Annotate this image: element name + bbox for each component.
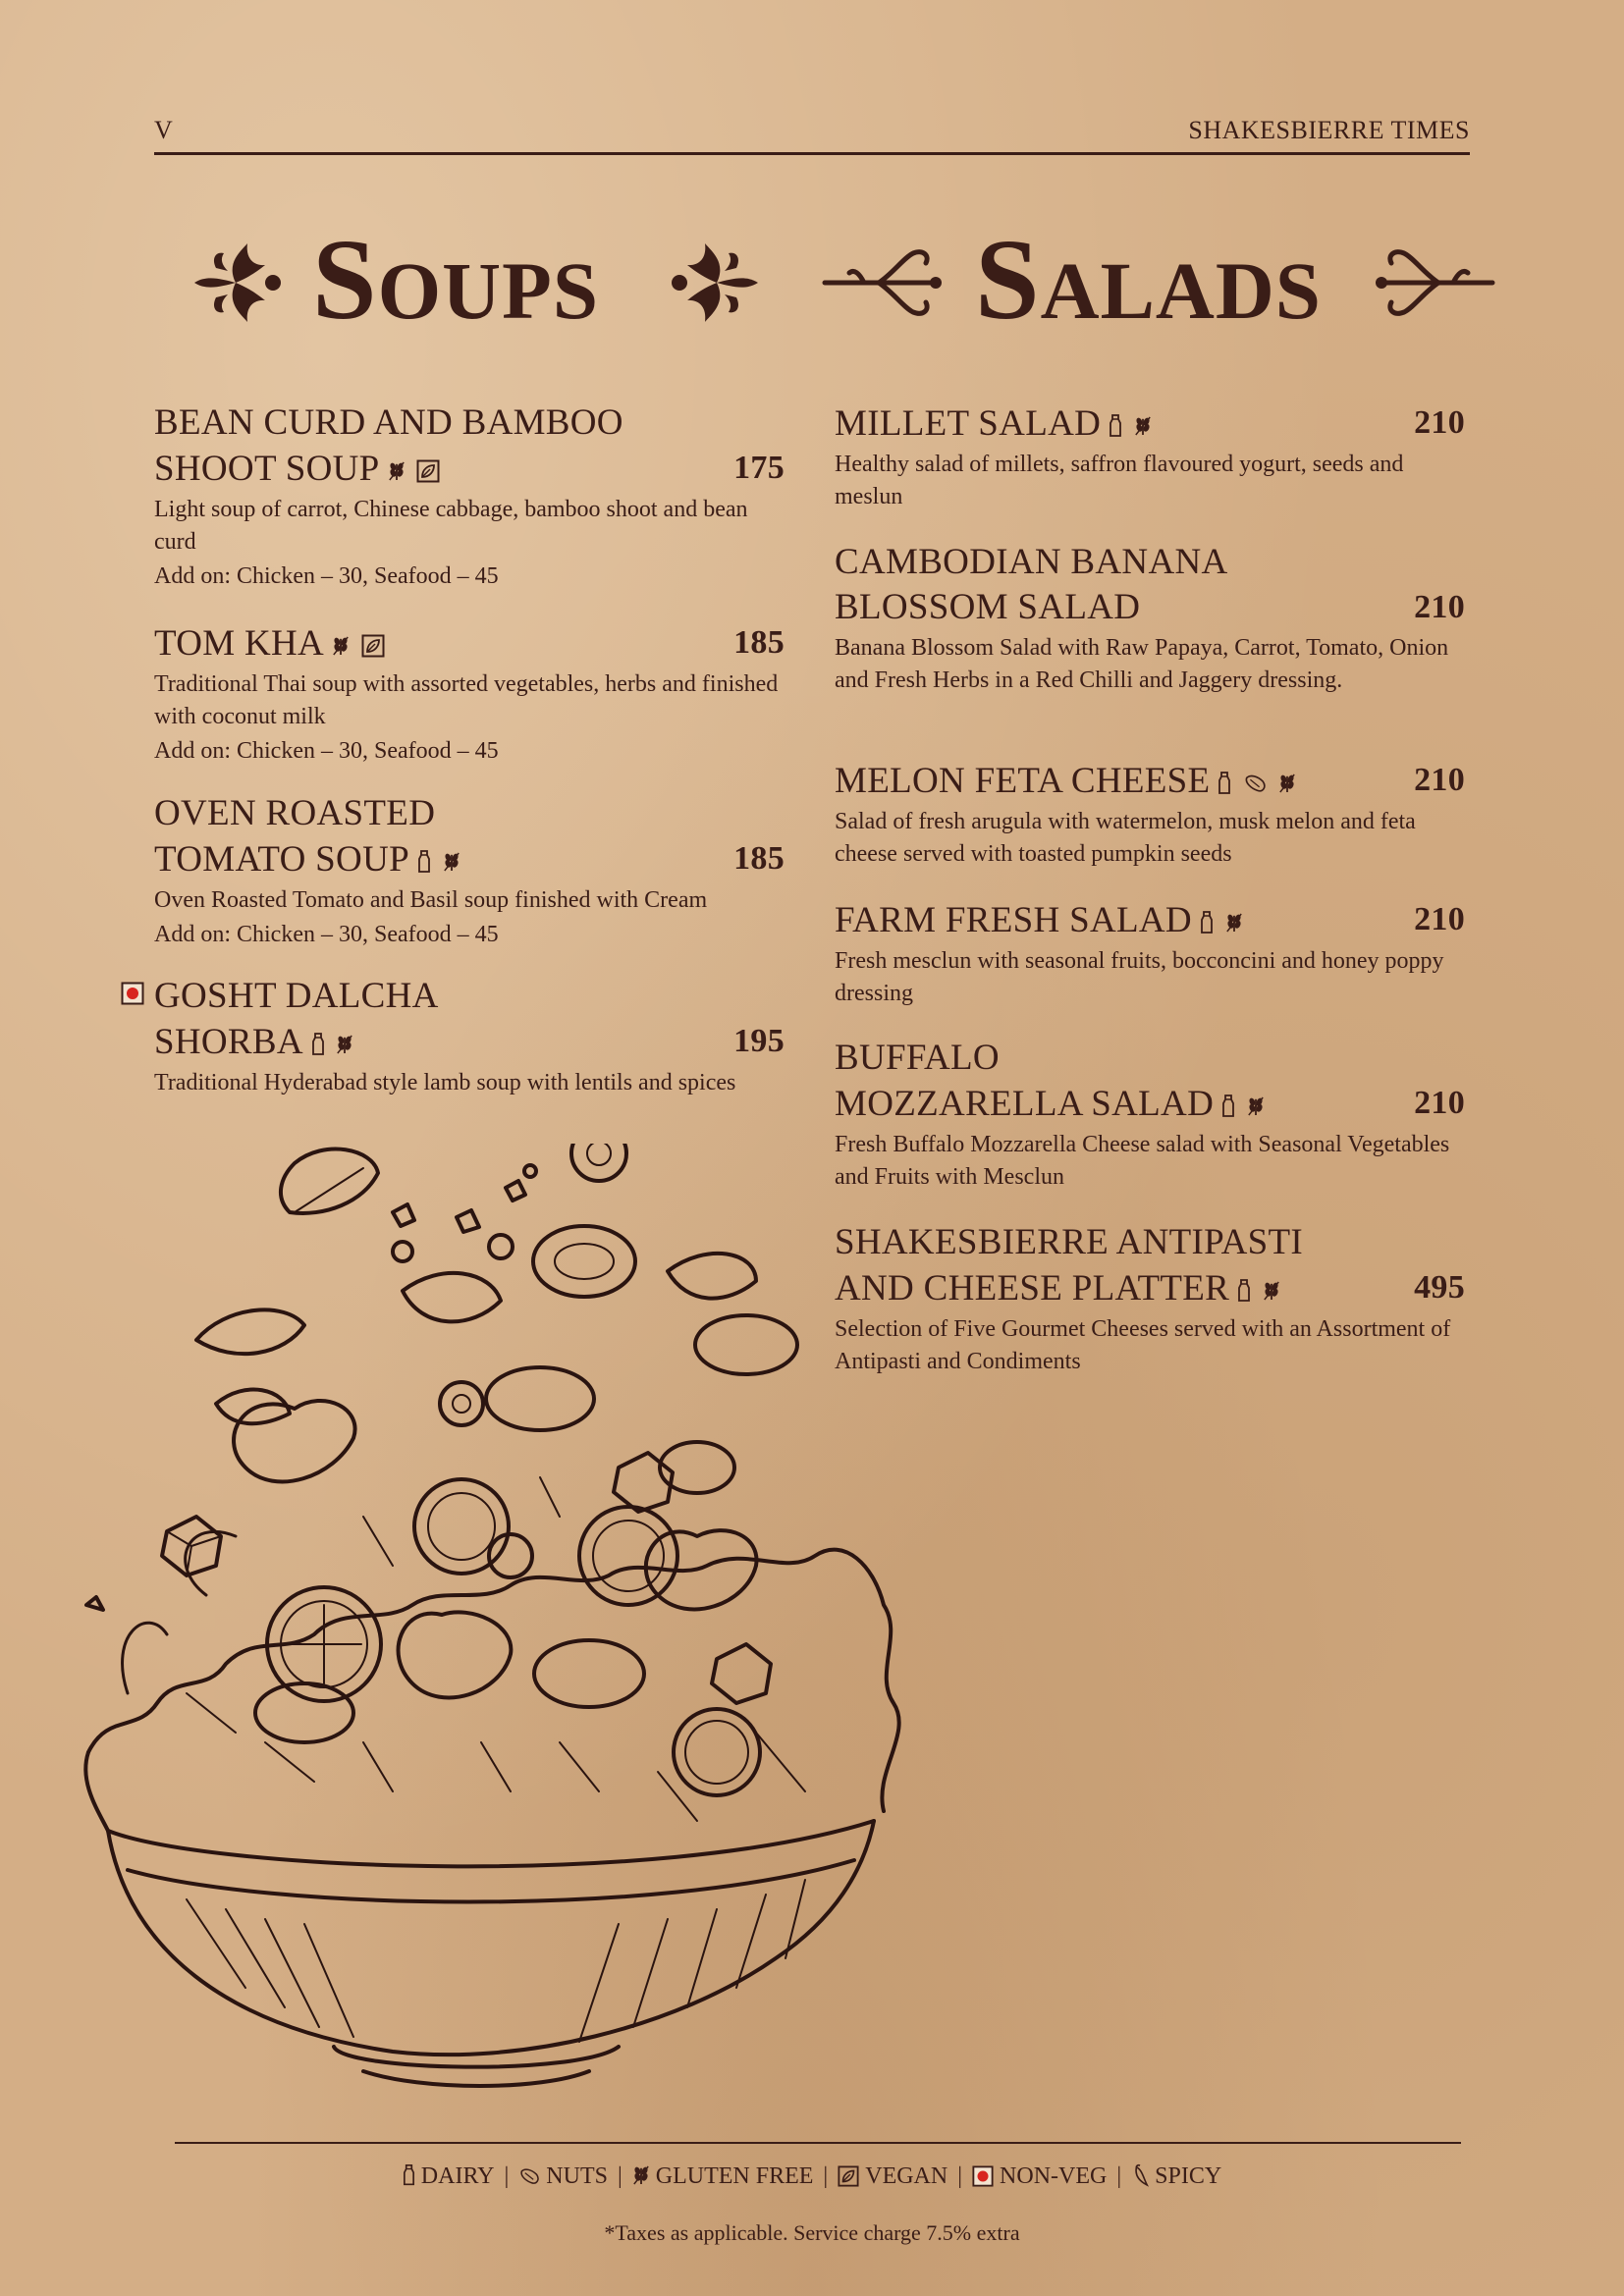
vegan-icon	[361, 634, 385, 658]
dietary-legend	[0, 2163, 1624, 2190]
fleur-ornament-icon	[187, 234, 285, 332]
legend-separator: |	[823, 2163, 829, 2189]
item-description: Salad of fresh arugula with watermelon, musk melon and feta cheese served with toasted pumpkin seeds	[835, 809, 1416, 867]
scroll-ornament-icon	[1375, 234, 1497, 332]
item-description: Traditional Hyderabad style lamb soup with lentils and spices	[154, 1070, 736, 1095]
dairy-icon	[311, 1033, 325, 1056]
gluten-free-icon	[443, 850, 460, 874]
salads-title: Salads	[975, 215, 1322, 344]
fleur-ornament-icon	[668, 234, 766, 332]
tax-note: *Taxes as applicable. Service charge 7.5% extra	[604, 2220, 1020, 2245]
legend-label: VEGAN	[865, 2163, 948, 2189]
gluten-free-icon	[632, 2163, 650, 2187]
dairy-icon	[403, 2163, 415, 2187]
gluten-free-icon	[1263, 1279, 1280, 1303]
header-rule	[154, 152, 1470, 155]
item-name-line: TOM KHA	[154, 623, 325, 664]
item-addon: Add on: Chicken – 30, Seafood – 45	[154, 563, 499, 589]
legend-label: DAIRY	[420, 2163, 495, 2189]
item-price: 495	[1414, 1269, 1465, 1306]
gluten-free-icon	[1247, 1095, 1265, 1118]
item-description: Light soup of carrot, Chinese cabbage, bamboo shoot and bean curd	[154, 497, 748, 555]
item-price: 185	[733, 840, 785, 877]
legend-label: SPICY	[1155, 2163, 1222, 2189]
dairy-icon	[1218, 772, 1231, 795]
item-name-line: MOZZARELLA SALAD	[835, 1084, 1215, 1124]
menu-item-millet-salad	[835, 400, 1465, 513]
item-name-line: MELON FETA CHEESE	[835, 761, 1211, 801]
dairy-icon	[1200, 911, 1214, 934]
item-price: 210	[1414, 762, 1465, 798]
item-name-line: BEAN CURD AND BAMBOO	[154, 402, 623, 443]
menu-item-bean-curd-soup	[154, 400, 785, 593]
item-description: Oven Roasted Tomato and Basil soup finished with Cream	[154, 887, 708, 913]
dairy-icon	[1237, 1279, 1251, 1303]
non-veg-icon	[972, 2165, 994, 2187]
dairy-icon	[417, 850, 431, 874]
legend-separator: |	[1116, 2163, 1122, 2189]
item-name-line: SHAKESBIERRE ANTIPASTI	[835, 1222, 1304, 1262]
item-price: 195	[733, 1023, 785, 1059]
item-name-line: BUFFALO	[835, 1038, 1000, 1078]
menu-item-tom-kha	[154, 620, 785, 768]
legend-label: NON-VEG	[1000, 2163, 1108, 2189]
item-description: Selection of Five Gourmet Cheeses served with an Assortment of Antipasti and Condiments	[835, 1316, 1451, 1374]
item-price: 210	[1414, 589, 1465, 625]
item-name-line: SHORBA	[154, 1022, 303, 1062]
menu-item-melon-feta-cheese	[835, 758, 1465, 871]
item-addon: Add on: Chicken – 30, Seafood – 45	[154, 738, 499, 764]
menu-item-oven-roasted-tomato-soup	[154, 791, 785, 951]
scroll-ornament-icon	[820, 234, 943, 332]
gluten-free-icon	[1134, 414, 1152, 438]
nuts-icon	[1243, 772, 1267, 795]
legend-spicy	[1131, 2163, 1221, 2190]
salad-bowl-illustration	[69, 1144, 972, 2115]
item-addon: Add on: Chicken – 30, Seafood – 45	[154, 922, 499, 947]
item-price: 185	[733, 624, 785, 661]
menu-item-gosht-dalcha-shorba	[154, 974, 785, 1099]
item-price: 210	[1414, 1085, 1465, 1121]
gluten-free-icon	[336, 1033, 353, 1056]
legend-gluten-free	[632, 2163, 814, 2190]
publication-name: SHAKESBIERRE TIMES	[1188, 116, 1470, 144]
menu-item-cambodian-banana-blossom-salad	[835, 540, 1465, 697]
item-description: Healthy salad of millets, saffron flavoured yogurt, seeds and meslun	[835, 452, 1404, 509]
item-description: Fresh Buffalo Mozzarella Cheese salad with Seasonal Vegetables and Fruits with Mesclun	[835, 1132, 1450, 1190]
gluten-free-icon	[332, 634, 350, 658]
item-name-line: AND CHEESE PLATTER	[835, 1268, 1230, 1308]
item-price: 210	[1414, 404, 1465, 441]
legend-nuts	[518, 2163, 608, 2190]
legend-dairy	[403, 2163, 495, 2190]
menu-item-farm-fresh-salad	[835, 897, 1465, 1010]
item-description: Fresh mesclun with seasonal fruits, bocconcini and honey poppy dressing	[835, 948, 1444, 1006]
item-name-line: OVEN ROASTED	[154, 793, 436, 833]
dairy-icon	[1109, 414, 1122, 438]
non-veg-icon	[121, 982, 144, 1005]
soups-title: Soups	[312, 215, 599, 344]
nuts-icon	[518, 2165, 540, 2187]
gluten-free-icon	[388, 459, 406, 483]
vegan-icon	[838, 2165, 859, 2187]
gluten-free-icon	[1225, 911, 1243, 934]
running-head	[154, 116, 1470, 151]
item-price: 210	[1414, 901, 1465, 937]
item-name-line: MILLET SALAD	[835, 403, 1102, 444]
legend-separator: |	[617, 2163, 623, 2189]
chili-icon	[1131, 2163, 1149, 2187]
legend-vegan	[838, 2163, 947, 2190]
legend-non-veg	[972, 2163, 1107, 2190]
item-description: Traditional Thai soup with assorted vegetables, herbs and finished with coconut milk	[154, 671, 779, 729]
gluten-free-icon	[1278, 772, 1296, 795]
legend-separator: |	[504, 2163, 510, 2189]
dairy-icon	[1221, 1095, 1235, 1118]
item-name-line: GOSHT DALCHA	[154, 976, 439, 1016]
item-description: Banana Blossom Salad with Raw Papaya, Carrot, Tomato, Onion and Fresh Herbs in a Red Chilli and Jaggery dressing.	[835, 635, 1449, 693]
vegan-icon	[416, 459, 440, 483]
item-name-line: SHOOT SOUP	[154, 449, 380, 489]
legend-label: NUTS	[546, 2163, 608, 2189]
page-number: V	[154, 116, 174, 144]
footer-rule	[175, 2142, 1461, 2144]
item-name-line: TOMATO SOUP	[154, 839, 409, 880]
legend-label: GLUTEN FREE	[655, 2163, 814, 2189]
legend-separator: |	[957, 2163, 963, 2189]
item-name-line: FARM FRESH SALAD	[835, 900, 1192, 940]
item-name-line: CAMBODIAN BANANA	[835, 542, 1228, 582]
item-name-line: BLOSSOM SALAD	[835, 587, 1141, 627]
item-price: 175	[733, 450, 785, 486]
